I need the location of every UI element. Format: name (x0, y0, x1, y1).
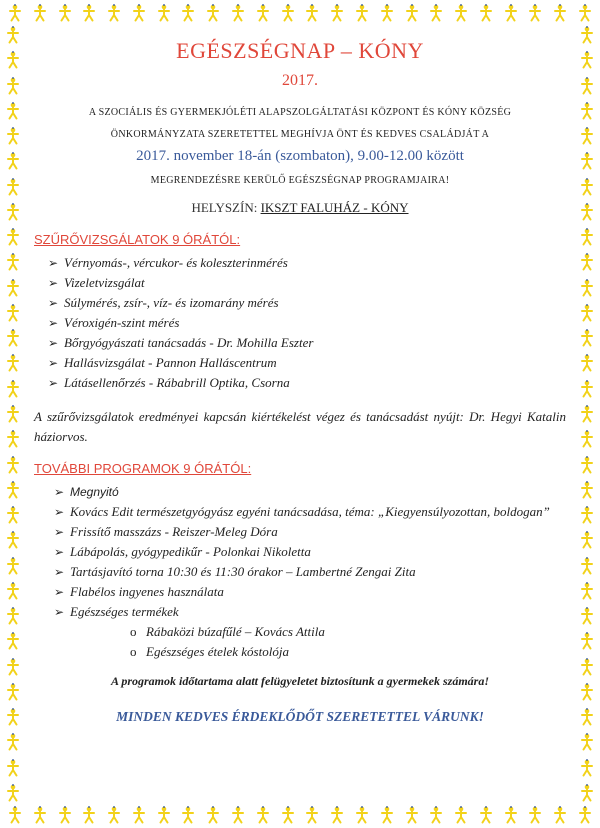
yellow-figure-icon (206, 4, 220, 22)
screening-list (48, 253, 566, 393)
yellow-figure-icon (256, 806, 270, 824)
closing-message: MINDEN KEDVES ÉRDEKLŐDŐT SZERETETTEL VÁRUNK! (116, 709, 484, 724)
yellow-figure-icon (33, 806, 47, 824)
arrow-bullet-icon: ➢ (48, 376, 59, 390)
yellow-figure-icon (580, 481, 594, 499)
arrow-bullet-icon: ➢ (54, 545, 65, 559)
yellow-figure-icon (578, 806, 592, 824)
yellow-figure-icon (580, 380, 594, 398)
screening-heading: SZŰRŐVIZSGÁLATOK 9 ÓRÁTÓL: (34, 232, 241, 247)
yellow-figure-icon (405, 806, 419, 824)
yellow-figure-icon (578, 4, 592, 22)
yellow-figure-icon (355, 4, 369, 22)
list-item: ➢ Frissítő masszázs - Reiszer-Meleg Dóra (54, 522, 566, 542)
yellow-figure-icon (6, 784, 20, 802)
yellow-figure-icon (6, 506, 20, 524)
yellow-figure-icon (6, 102, 20, 120)
yellow-figure-icon (181, 806, 195, 824)
yellow-figure-icon (580, 582, 594, 600)
yellow-figure-icon (479, 806, 493, 824)
yellow-figure-icon (580, 127, 594, 145)
arrow-bullet-icon: ➢ (48, 356, 59, 370)
yellow-figure-icon (6, 26, 20, 44)
yellow-figure-icon (132, 806, 146, 824)
yellow-figure-icon (504, 4, 518, 22)
yellow-figure-icon (580, 304, 594, 322)
yellow-figure-icon (528, 4, 542, 22)
yellow-figure-icon (6, 152, 20, 170)
arrow-bullet-icon: ➢ (54, 565, 65, 579)
programs-heading: TOVÁBBI PROGRAMOK 9 ÓRÁTÓL: (34, 461, 252, 476)
yellow-figure-icon (6, 380, 20, 398)
yellow-figure-icon (231, 4, 245, 22)
yellow-figure-icon (580, 456, 594, 474)
venue-label: HELYSZÍN: (191, 200, 258, 215)
yellow-figure-icon (580, 228, 594, 246)
yellow-figure-icon (580, 152, 594, 170)
list-item: ➢ Vérnyomás-, vércukor- és koleszterinmérés (48, 253, 566, 273)
circle-bullet-icon: o (130, 624, 137, 639)
yellow-figure-icon (380, 806, 394, 824)
yellow-figure-icon (6, 77, 20, 95)
yellow-figure-icon (6, 759, 20, 777)
yellow-figure-icon (528, 806, 542, 824)
yellow-figure-icon (6, 733, 20, 751)
yellow-figure-icon (330, 806, 344, 824)
yellow-figure-icon (6, 203, 20, 221)
yellow-figure-icon (479, 4, 493, 22)
yellow-figure-icon (6, 253, 20, 271)
yellow-figure-icon (281, 4, 295, 22)
list-item: ➢ Megnyitó (54, 482, 566, 502)
flyer-content (34, 30, 566, 725)
yellow-figure-icon (504, 806, 518, 824)
yellow-figure-icon (580, 683, 594, 701)
intro-line-3: MEGRENDEZÉSRE KERÜLŐ EGÉSZSÉGNAP PROGRAMJAIRA! (150, 175, 450, 186)
yellow-figure-icon (429, 806, 443, 824)
list-item: ➢ Véroxigén-szint mérés (48, 313, 566, 333)
yellow-figure-icon (405, 4, 419, 22)
yellow-figure-icon (454, 4, 468, 22)
venue (34, 200, 566, 216)
yellow-figure-icon (33, 4, 47, 22)
yellow-figure-icon (580, 279, 594, 297)
yellow-figure-icon (580, 253, 594, 271)
yellow-figure-icon (6, 178, 20, 196)
yellow-figure-icon (6, 481, 20, 499)
yellow-figure-icon (580, 531, 594, 549)
list-item: ➢ Flabélos ingyenes használata (54, 582, 566, 602)
yellow-figure-icon (580, 430, 594, 448)
yellow-figure-icon (82, 806, 96, 824)
right-border (574, 26, 600, 802)
yellow-figure-icon (181, 4, 195, 22)
list-item: ➢ Lábápolás, gyógypedikűr - Polonkai Nikoletta (54, 542, 566, 562)
sub-list-item: o Egészséges ételek kóstolója (130, 642, 566, 662)
yellow-figure-icon (6, 632, 20, 650)
yellow-figure-icon (6, 557, 20, 575)
page-title: EGÉSZSÉGNAP – KÓNY (176, 38, 424, 63)
yellow-figure-icon (355, 806, 369, 824)
intro-line-1: A SZOCIÁLIS ÉS GYERMEKJÓLÉTI ALAPSZOLGÁLTATÁSI KÖZPONT ÉS KÓNY KÖZSÉG (88, 107, 512, 118)
yellow-figure-icon (6, 354, 20, 372)
yellow-figure-icon (157, 806, 171, 824)
list-item: ➢ Egészséges termékek (54, 602, 566, 622)
arrow-bullet-icon: ➢ (54, 485, 65, 499)
yellow-figure-icon (330, 4, 344, 22)
yellow-figure-icon (58, 4, 72, 22)
yellow-figure-icon (580, 405, 594, 423)
yellow-figure-icon (580, 784, 594, 802)
yellow-figure-icon (231, 806, 245, 824)
event-date: 2017. november 18-án (szombaton), 9.00-12.00 között (136, 148, 464, 164)
yellow-figure-icon (580, 557, 594, 575)
yellow-figure-icon (6, 607, 20, 625)
yellow-figure-icon (6, 279, 20, 297)
arrow-bullet-icon: ➢ (48, 256, 59, 270)
yellow-figure-icon (58, 806, 72, 824)
top-border (0, 0, 600, 26)
yellow-figure-icon (256, 4, 270, 22)
yellow-figure-icon (107, 4, 121, 22)
yellow-figure-icon (281, 806, 295, 824)
arrow-bullet-icon: ➢ (54, 585, 65, 599)
yellow-figure-icon (8, 806, 22, 824)
list-item: ➢ Kovács Edit természetgyógyász egyéni tanácsadása, téma: „Kiegyensúlyozottan, boldogan” (54, 502, 566, 522)
yellow-figure-icon (305, 4, 319, 22)
yellow-figure-icon (580, 26, 594, 44)
yellow-figure-icon (132, 4, 146, 22)
yellow-figure-icon (580, 51, 594, 69)
intro-text (34, 102, 566, 146)
yellow-figure-icon (454, 806, 468, 824)
intro-line-2: ÖNKORMÁNYZATA SZERETETTEL MEGHÍVJA ÖNT ÉS KEDVES CSALÁDJÁT A (110, 129, 490, 140)
yellow-figure-icon (305, 806, 319, 824)
yellow-figure-icon (380, 4, 394, 22)
yellow-figure-icon (6, 329, 20, 347)
arrow-bullet-icon: ➢ (54, 605, 65, 619)
yellow-figure-icon (107, 806, 121, 824)
arrow-bullet-icon: ➢ (54, 505, 65, 519)
yellow-figure-icon (580, 607, 594, 625)
yellow-figure-icon (8, 4, 22, 22)
yellow-figure-icon (6, 430, 20, 448)
yellow-figure-icon (6, 658, 20, 676)
sub-list-item: o Rábaközi búzafűlé – Kovács Attila (130, 622, 566, 642)
yellow-figure-icon (6, 127, 20, 145)
yellow-figure-icon (553, 4, 567, 22)
arrow-bullet-icon: ➢ (54, 525, 65, 539)
yellow-figure-icon (580, 77, 594, 95)
yellow-figure-icon (206, 806, 220, 824)
list-item: ➢ Bőrgyógyászati tanácsadás - Dr. Mohilla Eszter (48, 333, 566, 353)
yellow-figure-icon (553, 806, 567, 824)
yellow-figure-icon (580, 329, 594, 347)
arrow-bullet-icon: ➢ (48, 316, 59, 330)
yellow-figure-icon (580, 708, 594, 726)
circle-bullet-icon: o (130, 644, 137, 659)
list-item: ➢ Tartásjavító torna 10:30 és 11:30 órakor – Lambertné Zengai Zita (54, 562, 566, 582)
list-item: ➢ Hallásvizsgálat - Pannon Halláscentrum (48, 353, 566, 373)
left-border (0, 26, 26, 802)
yellow-figure-icon (6, 405, 20, 423)
supervision-notice: A programok időtartama alatt felügyeletet biztosítunk a gyermekek számára! (110, 674, 489, 688)
arrow-bullet-icon: ➢ (48, 296, 59, 310)
yellow-figure-icon (580, 354, 594, 372)
yellow-figure-icon (580, 759, 594, 777)
yellow-figure-icon (6, 456, 20, 474)
yellow-figure-icon (6, 228, 20, 246)
yellow-figure-icon (6, 708, 20, 726)
products-sublist (130, 622, 566, 662)
bottom-border (0, 802, 600, 828)
yellow-figure-icon (6, 304, 20, 322)
screening-note: A szűrővizsgálatok eredményei kapcsán kiértékelést végez és tanácsadást nyújt: Dr. Hegyi Katalin háziorvos. (34, 409, 566, 444)
list-item: ➢ Vizeletvizsgálat (48, 273, 566, 293)
list-item: ➢ Súlymérés, zsír-, víz- és izomarány mérés (48, 293, 566, 313)
yellow-figure-icon (580, 632, 594, 650)
yellow-figure-icon (6, 531, 20, 549)
yellow-figure-icon (6, 582, 20, 600)
year: 2017. (282, 72, 318, 89)
yellow-figure-icon (429, 4, 443, 22)
arrow-bullet-icon: ➢ (48, 336, 59, 350)
venue-value: IKSZT FALUHÁZ - KÓNY (260, 200, 409, 215)
yellow-figure-icon (580, 506, 594, 524)
yellow-figure-icon (580, 733, 594, 751)
yellow-figure-icon (580, 658, 594, 676)
yellow-figure-icon (6, 683, 20, 701)
yellow-figure-icon (6, 51, 20, 69)
yellow-figure-icon (82, 4, 96, 22)
list-item: ➢ Látásellenőrzés - Rábabrill Optika, Csorna (48, 373, 566, 393)
yellow-figure-icon (157, 4, 171, 22)
yellow-figure-icon (580, 203, 594, 221)
yellow-figure-icon (580, 102, 594, 120)
yellow-figure-icon (580, 178, 594, 196)
programs-list (54, 482, 566, 622)
arrow-bullet-icon: ➢ (48, 276, 59, 290)
